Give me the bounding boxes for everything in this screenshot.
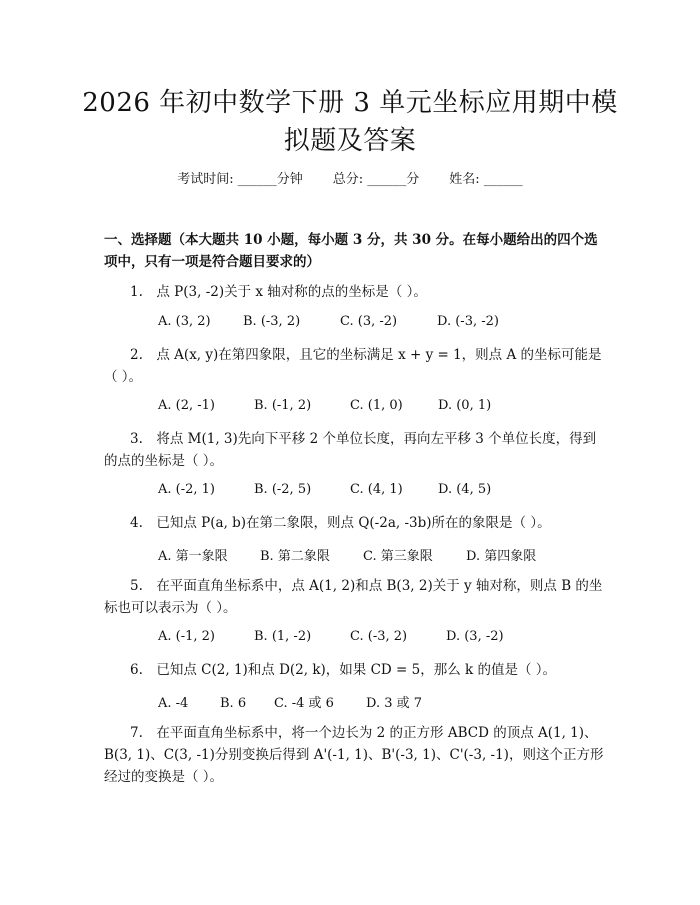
question-6: 6. 已知点 C(2, 1)和点 D(2, k)，如果 CD = 5，那么 k 的值是（ ）。 [130,662,557,678]
question-2: 2. 点 A(x, y)在第四象限，且它的坐标满足 x + y = 1，则点 A 的坐标可能是（ ）。 [104,347,602,385]
question-4: 4. 已知点 P(a, b)在第二象限，则点 Q(-2a, -3b)所在的象限是（ ）。 [130,515,551,531]
option-c: C. (4, 1) [350,482,403,497]
question-1: 1. 点 P(3, -2)关于 x 轴对称的点的坐标是（ ）。 [130,284,427,300]
question-5-options [158,629,504,644]
option-c: C. 第三象限 [363,549,433,564]
question-1-options [158,314,499,329]
option-a: A. (2, -1) [158,398,215,413]
option-c: C. (-3, 2) [350,629,408,644]
option-b: B. 第二象限 [260,549,330,564]
option-a: A. -4 [158,696,189,711]
option-a: A. 第一象限 [158,549,228,564]
option-a: A. (3, 2) [158,314,211,329]
option-a: A. (-1, 2) [158,629,215,644]
option-b: B. (-1, 2) [254,398,312,413]
question-5: 5. 在平面直角坐标系中，点 A(1, 2)和点 B(3, 2)关于 y 轴对称，则点 B 的坐标也可以表示为（ ）。 [104,578,603,616]
question-7: 7. 在平面直角坐标系中，将一个边长为 2 的正方形 ABCD 的顶点 A(1, 1)、B(3, 1)、C(3, -1)分别变换后得到 A'(-1, 1)、B'(-3, 1)、C'(-3, -1)，则这个正方形经过的变换是（ ）。 [104,725,604,785]
option-b: B. (-2, 5) [254,482,312,497]
page-title [60,84,640,160]
question-3: 3. 将点 M(1, 3)先向下平移 2 个单位长度，再向左平移 3 个单位长度，得到的点的坐标是（ ）。 [104,431,597,469]
option-d: D. (0, 1) [438,398,492,413]
option-c: C. (3, -2) [340,314,398,329]
exam-info [0,168,700,187]
section-title: 一、选择题（本大题共 10 小题，每小题 3 分，共 30 分。在每小题给出的四个选项中，只有一项是符合题目要求的） [104,232,598,270]
option-b: B. (-3, 2) [243,314,301,329]
option-d: D. (4, 5) [438,482,492,497]
exam-name: 姓名: ______ [449,172,523,187]
exam-time: 考试时间: ______分钟 [177,172,303,187]
option-b: B. (1, -2) [254,629,312,644]
option-c: C. (1, 0) [350,398,403,413]
option-d: D. (3, -2) [446,629,504,644]
question-6-options [158,692,422,711]
exam-score: 总分: ______分 [332,172,420,187]
question-2-options [158,398,491,413]
title-line-2: 拟题及答案 [283,126,417,156]
option-b: B. 6 [220,696,247,711]
option-c: C. -4 或 6 [274,696,334,711]
option-d: D. 第四象限 [466,549,537,564]
option-d: D. 3 或 7 [366,696,423,711]
option-d: D. (-3, -2) [437,314,499,329]
title-line-1: 2026 年初中数学下册 3 单元坐标应用期中模 [82,88,618,118]
question-4-options [158,545,536,564]
option-a: A. (-2, 1) [158,482,215,497]
question-3-options [158,482,491,497]
